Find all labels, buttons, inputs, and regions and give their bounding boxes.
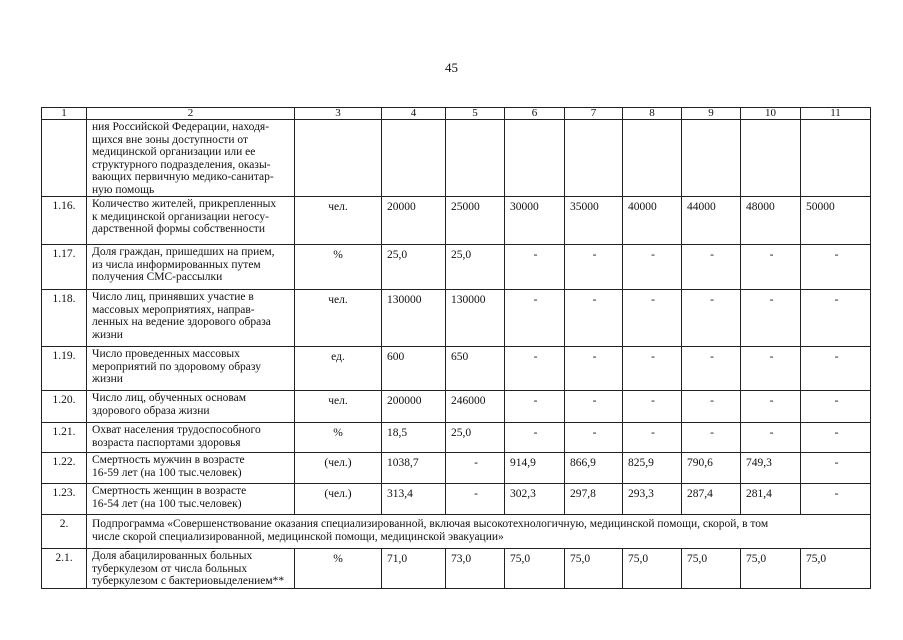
value-cell: 30000 — [505, 197, 565, 245]
value-cell: 71,0 — [382, 549, 446, 589]
value-cell: - — [505, 423, 565, 453]
indicator-name: Охват населения трудоспособного возраста паспортами здоровья — [87, 423, 295, 453]
value-cell: 48000 — [741, 197, 801, 245]
value-cell: - — [801, 484, 871, 515]
table-row — [42, 391, 871, 423]
col-num-2: 2 — [87, 108, 295, 120]
value-cell: 40000 — [623, 197, 682, 245]
value-cell: - — [623, 423, 682, 453]
value-cell: - — [741, 245, 801, 290]
unit-cell — [295, 120, 382, 197]
value-cell: - — [741, 290, 801, 347]
unit-cell: % — [295, 549, 382, 589]
table-row — [42, 120, 871, 197]
value-cell: 790,6 — [682, 453, 741, 484]
indicators-table — [41, 107, 871, 589]
value-cell — [741, 120, 801, 197]
table-row — [42, 423, 871, 453]
value-cell — [565, 120, 623, 197]
value-cell: 130000 — [382, 290, 446, 347]
value-cell: - — [682, 391, 741, 423]
value-cell — [446, 120, 505, 197]
value-cell: - — [565, 245, 623, 290]
value-cell: 287,4 — [682, 484, 741, 515]
row-number: 1.20. — [42, 391, 87, 423]
value-cell: 50000 — [801, 197, 871, 245]
indicator-name: Количество жителей, прикрепленных к медицинской организации негосу- дарственной формы собственности — [87, 197, 295, 245]
value-cell: 18,5 — [382, 423, 446, 453]
value-cell: - — [801, 423, 871, 453]
col-num-5: 5 — [446, 108, 505, 120]
unit-cell: % — [295, 245, 382, 290]
value-cell: 35000 — [565, 197, 623, 245]
value-cell: - — [505, 347, 565, 391]
table-row — [42, 453, 871, 484]
table-body — [42, 120, 871, 589]
subprogram-title: Подпрограмма «Совершенствование оказания специализированной, включая высокотехнологичную, медицинской помощи, скорой, в том числе скорой специализированной, медицинской помощи, медицинской эвакуации» — [87, 515, 871, 549]
value-cell: - — [623, 290, 682, 347]
value-cell: 75,0 — [565, 549, 623, 589]
value-cell: 25,0 — [446, 245, 505, 290]
value-cell: - — [505, 391, 565, 423]
indicator-name: Число лиц, принявших участие в массовых мероприятиях, направ- ленных на ведение здорового образа жизни — [87, 290, 295, 347]
row-number: 1.16. — [42, 197, 87, 245]
value-cell: 25,0 — [382, 245, 446, 290]
table-row — [42, 197, 871, 245]
value-cell: - — [623, 347, 682, 391]
value-cell — [682, 120, 741, 197]
value-cell: 75,0 — [682, 549, 741, 589]
col-num-11: 11 — [801, 108, 871, 120]
subprogram-row — [42, 515, 871, 549]
row-number: 1.23. — [42, 484, 87, 515]
col-num-6: 6 — [505, 108, 565, 120]
row-number: 1.17. — [42, 245, 87, 290]
value-cell: - — [801, 245, 871, 290]
col-num-3: 3 — [295, 108, 382, 120]
value-cell: 20000 — [382, 197, 446, 245]
unit-cell: чел. — [295, 290, 382, 347]
value-cell: - — [682, 245, 741, 290]
col-num-10: 10 — [741, 108, 801, 120]
value-cell: 600 — [382, 347, 446, 391]
value-cell: - — [682, 290, 741, 347]
row-number: 1.19. — [42, 347, 87, 391]
unit-cell: чел. — [295, 197, 382, 245]
value-cell: - — [505, 290, 565, 347]
value-cell: - — [682, 347, 741, 391]
unit-cell: (чел.) — [295, 484, 382, 515]
value-cell: 749,3 — [741, 453, 801, 484]
row-number: 1.18. — [42, 290, 87, 347]
value-cell: 866,9 — [565, 453, 623, 484]
value-cell: 246000 — [446, 391, 505, 423]
value-cell — [505, 120, 565, 197]
row-number: 2. — [42, 515, 87, 549]
indicator-name: Смертность женщин в возрасте 16-54 лет (на 100 тыс.человек) — [87, 484, 295, 515]
page-number: 45 — [445, 60, 458, 75]
value-cell: 302,3 — [505, 484, 565, 515]
column-number-row — [42, 108, 871, 120]
value-cell: 293,3 — [623, 484, 682, 515]
col-num-8: 8 — [623, 108, 682, 120]
unit-cell: ед. — [295, 347, 382, 391]
value-cell: 281,4 — [741, 484, 801, 515]
unit-cell: чел. — [295, 391, 382, 423]
indicator-name: Доля граждан, пришедших на прием, из числа информированных путем получения СМС-рассылки — [87, 245, 295, 290]
table-row — [42, 347, 871, 391]
value-cell: 75,0 — [505, 549, 565, 589]
value-cell — [382, 120, 446, 197]
value-cell: 1038,7 — [382, 453, 446, 484]
indicator-name: Число лиц, обученных основам здорового образа жизни — [87, 391, 295, 423]
row-number — [42, 120, 87, 197]
value-cell: 825,9 — [623, 453, 682, 484]
value-cell: - — [741, 423, 801, 453]
value-cell — [801, 120, 871, 197]
value-cell: - — [801, 391, 871, 423]
indicator-name: Доля абацилированных больных туберкулезом от числа больных туберкулезом с бактериовыделением** — [87, 549, 295, 589]
indicator-name: Число проведенных массовых мероприятий по здоровому образу жизни — [87, 347, 295, 391]
value-cell: 75,0 — [801, 549, 871, 589]
value-cell: - — [565, 391, 623, 423]
col-num-9: 9 — [682, 108, 741, 120]
value-cell: - — [682, 423, 741, 453]
table-row — [42, 290, 871, 347]
indicator-name: Смертность мужчин в возрасте 16-59 лет (на 100 тыс.человек) — [87, 453, 295, 484]
value-cell: 75,0 — [623, 549, 682, 589]
value-cell: - — [801, 453, 871, 484]
value-cell: 25000 — [446, 197, 505, 245]
value-cell: 25,0 — [446, 423, 505, 453]
value-cell: - — [565, 347, 623, 391]
value-cell: 313,4 — [382, 484, 446, 515]
indicator-name: ния Российской Федерации, находя- щихся вне зоны доступности от медицинской организации или ее структурного подразделения, оказы- вающих первичную медико-санитар- ную помощь — [87, 120, 295, 197]
value-cell: - — [446, 453, 505, 484]
value-cell: 75,0 — [741, 549, 801, 589]
value-cell: 200000 — [382, 391, 446, 423]
row-number: 1.22. — [42, 453, 87, 484]
value-cell: - — [446, 484, 505, 515]
value-cell: 914,9 — [505, 453, 565, 484]
row-number: 2.1. — [42, 549, 87, 589]
col-num-4: 4 — [382, 108, 446, 120]
value-cell — [623, 120, 682, 197]
value-cell: - — [741, 391, 801, 423]
value-cell: - — [565, 290, 623, 347]
value-cell: - — [623, 245, 682, 290]
table-row — [42, 484, 871, 515]
value-cell: - — [741, 347, 801, 391]
table-row — [42, 549, 871, 589]
value-cell: 297,8 — [565, 484, 623, 515]
table-row — [42, 245, 871, 290]
value-cell: - — [565, 423, 623, 453]
col-num-1: 1 — [42, 108, 87, 120]
value-cell: - — [801, 290, 871, 347]
unit-cell: % — [295, 423, 382, 453]
unit-cell: (чел.) — [295, 453, 382, 484]
row-number: 1.21. — [42, 423, 87, 453]
value-cell: 130000 — [446, 290, 505, 347]
value-cell: 44000 — [682, 197, 741, 245]
value-cell: - — [505, 245, 565, 290]
value-cell: 73,0 — [446, 549, 505, 589]
value-cell: - — [623, 391, 682, 423]
col-num-7: 7 — [565, 108, 623, 120]
value-cell: 650 — [446, 347, 505, 391]
value-cell: - — [801, 347, 871, 391]
